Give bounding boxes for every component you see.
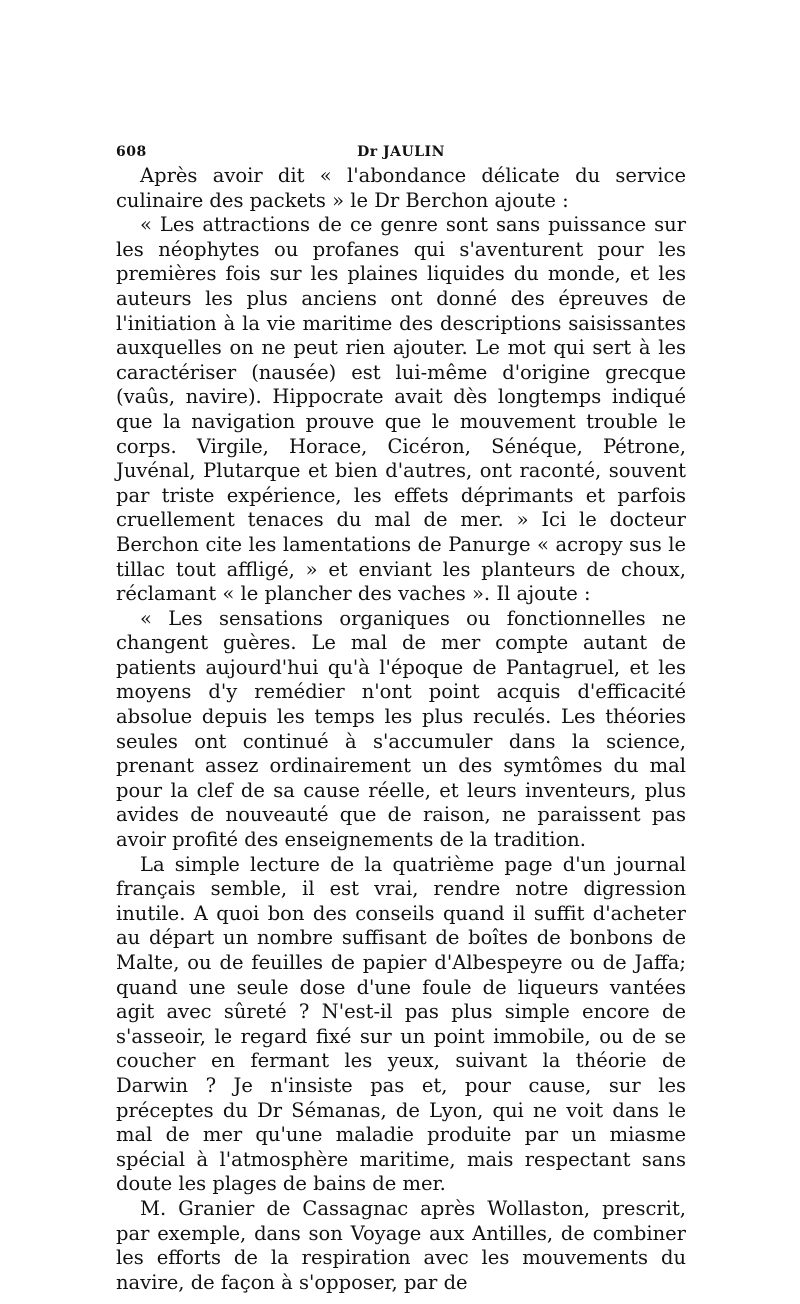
paragraph: « Les attractions de ce genre sont sans puissance sur les néophytes ou profanes qui s'aventurent pour les premières fois sur les plaines liquides du monde, et les auteurs les plus anciens ont donné des épreuves de l'initiation à la vie maritime des descriptions saisissantes auxquelles on ne peut rien ajouter. Le mot qui sert à les caractériser (nausée) est lui-même d'origine grecque (vaûs, navire). Hippocrate avait dès longtemps indiqué que la navigation prouve que le mouvement trouble le corps. Virgile, Horace, Cicéron, Sénéque, Pétrone, Juvénal, Plutarque et bien d'autres, ont raconté, souvent par triste expérience, les effets déprimants et parfois cruellement tenaces du mal de mer. » Ici le docteur Berchon cite les lamentations de Panurge « acropy sus le tillac tout affligé, » et enviant les planteurs de choux, réclamant « le plancher des vaches ». Il ajoute : (116, 213, 686, 606)
book-page (116, 138, 686, 1295)
running-title: Dr JAULIN (357, 144, 445, 160)
running-head (116, 138, 686, 164)
paragraph: « Les sensations organiques ou fonctionnelles ne changent guères. Le mal de mer compte autant de patients aujourd'hui qu'à l'époque de Pantagruel, et les moyens d'y remédier n'ont point acquis d'efficacité absolue depuis les temps les plus reculés. Les théories seules ont continué à s'accumuler dans la science, prenant assez ordinairement un des symtômes du mal pour la clef de sa cause réelle, et leurs inventeurs, plus avides de nouveauté que de raison, ne paraissent pas avoir profité des enseignements de la tradition. (116, 606, 686, 852)
paragraph: M. Granier de Cassagnac après Wollaston, prescrit, par exemple, dans son Voyage aux Antilles, de combiner les efforts de la respiration avec les mouvements du navire, de façon à s'opposer, par de (116, 1196, 686, 1294)
paragraph: La simple lecture de la quatrième page d'un journal français semble, il est vrai, rendre notre digression inutile. A quoi bon des conseils quand il suffit d'acheter au départ un nombre suffisant de boîtes de bonbons de Malte, ou de feuilles de papier d'Albespeyre ou de Jaffa; quand une seule dose d'une foule de liqueurs vantées agit avec sûreté ? N'est-il pas plus simple encore de s'asseoir, le regard fixé sur un point immobile, ou de se coucher en fermant les yeux, suivant la théorie de Darwin ? Je n'insiste pas et, pour cause, sur les préceptes du Dr Sémanas, de Lyon, qui ne voit dans le mal de mer qu'une maladie produite par un miasme spécial à l'atmosphère maritime, mais respectant sans doute les plages de bains de mer. (116, 852, 686, 1196)
page-number: 608 (116, 144, 147, 160)
body-text (116, 164, 686, 1295)
paragraph: Après avoir dit « l'abondance délicate du service culinaire des packets » le Dr Berchon ajoute : (116, 164, 686, 212)
